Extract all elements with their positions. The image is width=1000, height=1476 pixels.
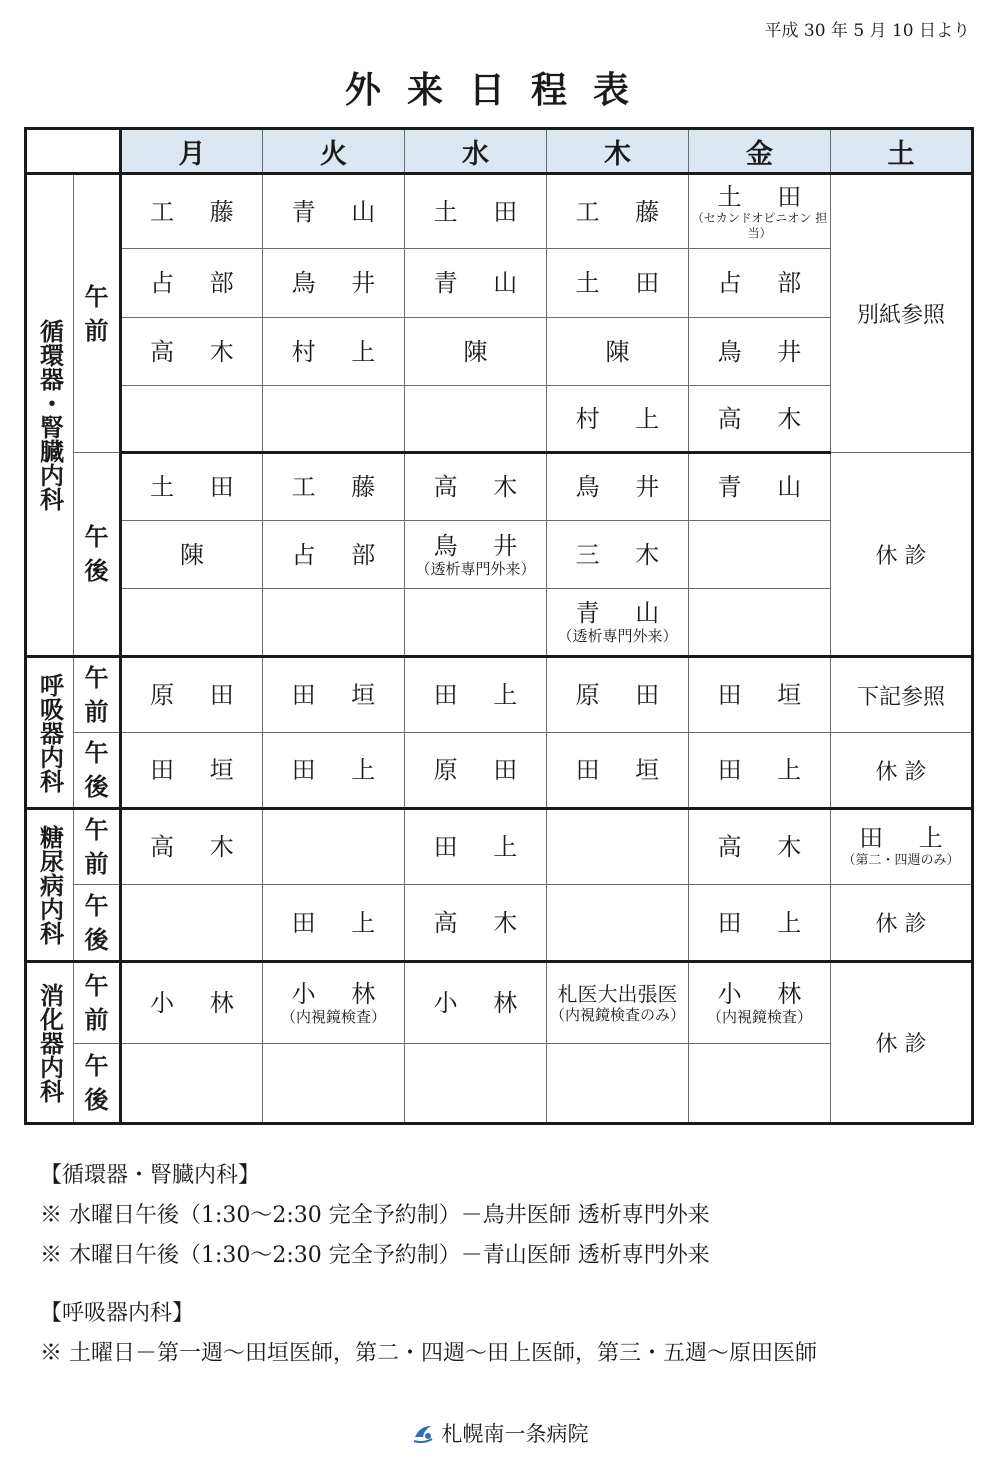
table-cell xyxy=(121,386,263,453)
table-cell xyxy=(405,589,547,657)
session-am: 午前 xyxy=(74,174,121,453)
notes-resp-heading: 【呼吸器内科】 xyxy=(40,1301,195,1326)
notes-cardio-line: ※ 水曜日午後（1:30〜2:30 完全予約制）－鳥井医師 透析専門外来 xyxy=(40,1203,710,1228)
table-cell: 高 木 xyxy=(121,318,263,386)
table-cell: 青 山 xyxy=(405,249,547,318)
table-cell: 鳥 井 xyxy=(547,453,689,521)
table-cell xyxy=(405,1044,547,1124)
table-cell: 土 田 （セカンドオピニオン 担当） xyxy=(689,174,831,249)
header-row xyxy=(26,129,973,174)
session-pm: 午後 xyxy=(74,733,121,809)
table-cell xyxy=(121,885,263,962)
table-row xyxy=(26,174,973,249)
table-cell: 工 藤 xyxy=(547,174,689,249)
day-header-sat: 土 xyxy=(831,129,973,174)
table-cell: 田 上 xyxy=(405,809,547,885)
page-title: 外来日程表 xyxy=(344,69,655,111)
table-cell: 陳 xyxy=(405,318,547,386)
sat-cell: 別紙参照 xyxy=(831,174,973,453)
sat-cell: 休 診 xyxy=(831,962,973,1124)
hospital-logo-icon xyxy=(412,1422,434,1444)
table-cell xyxy=(263,386,405,453)
day-header-wed: 水 xyxy=(405,129,547,174)
table-cell: 原 田 xyxy=(547,657,689,733)
table-cell: 原 田 xyxy=(405,733,547,809)
table-cell: 小 林 （内視鏡検査） xyxy=(689,962,831,1044)
table-cell: 高 木 xyxy=(405,885,547,962)
table-cell: 札医大出張医 （内視鏡検査のみ） xyxy=(547,962,689,1044)
table-cell xyxy=(547,1044,689,1124)
day-header-mon: 月 xyxy=(121,129,263,174)
dept-diab: 糖尿病内科 xyxy=(26,809,74,962)
table-cell: 土 田 xyxy=(405,174,547,249)
day-header-fri: 金 xyxy=(689,129,831,174)
table-row xyxy=(26,962,973,1044)
table-cell: 田 上 xyxy=(405,657,547,733)
table-cell: 小 林 xyxy=(121,962,263,1044)
table-cell: 小 林 （内視鏡検査） xyxy=(263,962,405,1044)
table-cell: 工 藤 xyxy=(263,453,405,521)
session-am: 午前 xyxy=(74,809,121,885)
table-cell: 小 林 xyxy=(405,962,547,1044)
table-cell xyxy=(121,589,263,657)
table-cell: 土 田 xyxy=(547,249,689,318)
table-cell xyxy=(689,1044,831,1124)
table-cell: 青 山 xyxy=(689,453,831,521)
table-cell: 田 上 xyxy=(263,885,405,962)
table-cell: 村 上 xyxy=(547,386,689,453)
table-cell: 田 垣 xyxy=(689,657,831,733)
table-cell: 占 部 xyxy=(689,249,831,318)
table-cell xyxy=(405,386,547,453)
table-cell: 田 上 xyxy=(689,733,831,809)
session-am: 午前 xyxy=(74,962,121,1044)
notes-cardio-heading: 【循環器・腎臓内科】 xyxy=(40,1163,261,1188)
notes-section xyxy=(40,1156,970,1374)
table-cell: 高 木 xyxy=(405,453,547,521)
table-cell xyxy=(263,1044,405,1124)
sat-cell: 休 診 xyxy=(831,885,973,962)
table-cell: 土 田 xyxy=(121,453,263,521)
sat-cell: 下記参照 xyxy=(831,657,973,733)
dept-gastro: 消化器内科 xyxy=(26,962,74,1124)
table-row xyxy=(26,657,973,733)
table-row xyxy=(26,386,973,453)
table-cell: 鳥 井 xyxy=(263,249,405,318)
table-cell: 陳 xyxy=(121,521,263,589)
footer xyxy=(0,1418,1000,1448)
sat-cell: 田 上 （第二・四週のみ） xyxy=(831,809,973,885)
table-cell: 占 部 xyxy=(121,249,263,318)
table-cell xyxy=(263,809,405,885)
table-cell: 青 山 （透析専門外来） xyxy=(547,589,689,657)
table-row xyxy=(26,809,973,885)
table-cell: 高 木 xyxy=(121,809,263,885)
table-cell: 田 上 xyxy=(689,885,831,962)
table-row xyxy=(26,1044,973,1124)
session-pm: 午後 xyxy=(74,453,121,657)
table-row xyxy=(26,318,973,386)
table-row xyxy=(26,885,973,962)
notes-resp-line: ※ 土曜日－第一週〜田垣医師，第二・四週〜田上医師，第三・五週〜原田医師 xyxy=(40,1341,817,1366)
day-header-tue: 火 xyxy=(263,129,405,174)
table-cell xyxy=(689,521,831,589)
table-row xyxy=(26,733,973,809)
table-cell: 三 木 xyxy=(547,521,689,589)
table-row xyxy=(26,249,973,318)
table-cell xyxy=(121,1044,263,1124)
session-am: 午前 xyxy=(74,657,121,733)
table-row xyxy=(26,521,973,589)
table-cell xyxy=(263,589,405,657)
table-row xyxy=(26,453,973,521)
table-cell: 田 垣 xyxy=(121,733,263,809)
table-row xyxy=(26,589,973,657)
hospital-name: 札幌南一条病院 xyxy=(441,1422,589,1446)
table-cell: 工 藤 xyxy=(121,174,263,249)
table-cell: 田 上 xyxy=(263,733,405,809)
dept-resp: 呼吸器内科 xyxy=(26,657,74,809)
table-cell: 原 田 xyxy=(121,657,263,733)
table-cell: 田 垣 xyxy=(263,657,405,733)
table-cell: 青 山 xyxy=(263,174,405,249)
notes-cardio-line: ※ 木曜日午後（1:30〜2:30 完全予約制）－青山医師 透析専門外来 xyxy=(40,1243,710,1268)
session-pm: 午後 xyxy=(74,1044,121,1124)
table-cell xyxy=(689,589,831,657)
day-header-thu: 木 xyxy=(547,129,689,174)
sat-cell: 休 診 xyxy=(831,453,973,657)
table-cell: 占 部 xyxy=(263,521,405,589)
table-cell: 田 垣 xyxy=(547,733,689,809)
sat-cell: 休 診 xyxy=(831,733,973,809)
table-cell: 陳 xyxy=(547,318,689,386)
table-cell: 高 木 xyxy=(689,809,831,885)
table-cell: 村 上 xyxy=(263,318,405,386)
corner-cell xyxy=(26,129,121,174)
table-cell xyxy=(547,885,689,962)
table-cell: 高 木 xyxy=(689,386,831,453)
table-cell xyxy=(547,809,689,885)
table-cell: 鳥 井 （透析専門外来） xyxy=(405,521,547,589)
schedule-table xyxy=(24,127,974,1125)
dept-cardio: 循環器・腎臓内科 xyxy=(26,174,74,657)
effective-date: 平成 30 年 5 月 10 日より xyxy=(764,21,970,41)
session-pm: 午後 xyxy=(74,885,121,962)
table-cell: 鳥 井 xyxy=(689,318,831,386)
